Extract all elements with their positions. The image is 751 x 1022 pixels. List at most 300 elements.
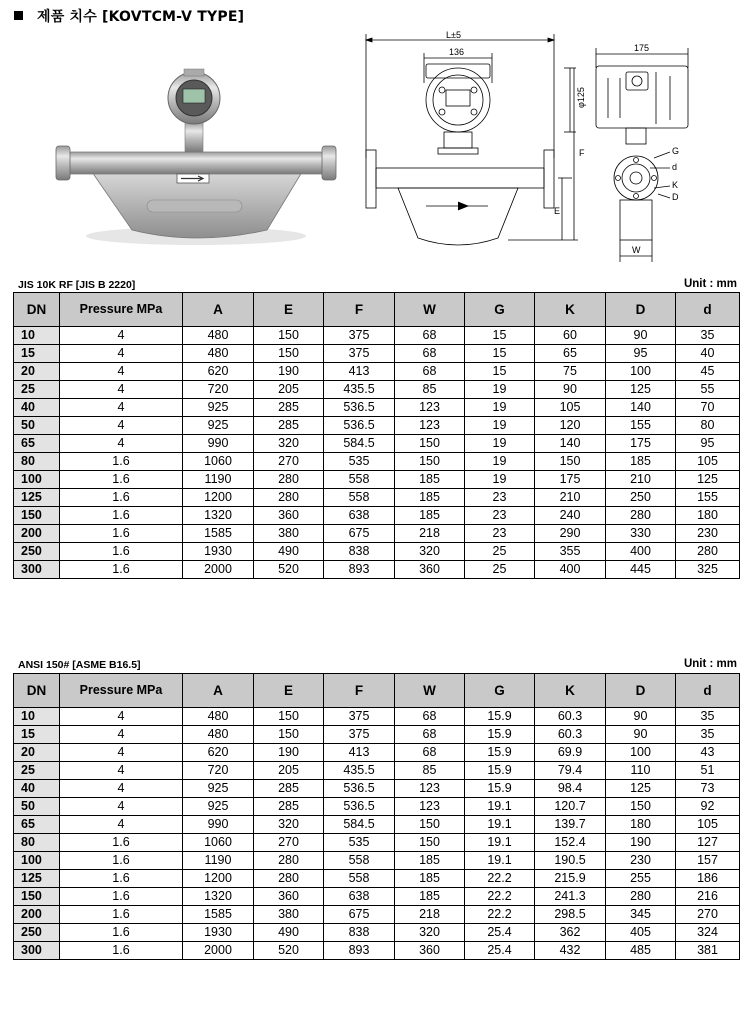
value-cell: 400	[535, 561, 606, 579]
value-cell: 536.5	[324, 399, 395, 417]
value-cell: 185	[395, 507, 465, 525]
col-header-w: W	[395, 293, 465, 327]
table-row	[14, 435, 740, 453]
ansi-table-body	[14, 708, 740, 960]
value-cell: 558	[324, 870, 395, 888]
value-cell: 123	[395, 399, 465, 417]
value-cell: 100	[606, 363, 676, 381]
value-cell: 535	[324, 453, 395, 471]
value-cell: 280	[606, 507, 676, 525]
dn-cell: 100	[14, 852, 60, 870]
value-cell: 480	[183, 345, 254, 363]
value-cell: 330	[606, 525, 676, 543]
dn-cell: 50	[14, 417, 60, 435]
table-row	[14, 489, 740, 507]
value-cell: 558	[324, 471, 395, 489]
value-cell: 43	[676, 744, 740, 762]
value-cell: 270	[254, 453, 324, 471]
table-header-row	[14, 293, 740, 327]
value-cell: 320	[254, 435, 324, 453]
value-cell: 4	[60, 726, 183, 744]
value-cell: 150	[254, 327, 324, 345]
table-row	[14, 942, 740, 960]
value-cell: 175	[535, 471, 606, 489]
table-row	[14, 888, 740, 906]
value-cell: 324	[676, 924, 740, 942]
value-cell: 68	[395, 708, 465, 726]
value-cell: 1.6	[60, 906, 183, 924]
value-cell: 180	[606, 816, 676, 834]
value-cell: 95	[606, 345, 676, 363]
value-cell: 1.6	[60, 453, 183, 471]
value-cell: 215.9	[535, 870, 606, 888]
jis-table-body	[14, 327, 740, 579]
col-header-w: W	[395, 674, 465, 708]
value-cell: 125	[606, 780, 676, 798]
table-row	[14, 924, 740, 942]
value-cell: 490	[254, 543, 324, 561]
value-cell: 123	[395, 417, 465, 435]
value-cell: 270	[254, 834, 324, 852]
value-cell: 100	[606, 744, 676, 762]
value-cell: 185	[606, 453, 676, 471]
dn-cell: 65	[14, 435, 60, 453]
col-header-f: F	[324, 674, 395, 708]
value-cell: 360	[254, 507, 324, 525]
value-cell: 15	[465, 345, 535, 363]
value-cell: 1.6	[60, 471, 183, 489]
dn-cell: 150	[14, 507, 60, 525]
page-title	[14, 6, 244, 26]
value-cell: 68	[395, 363, 465, 381]
value-cell: 584.5	[324, 435, 395, 453]
dn-cell: 20	[14, 744, 60, 762]
label-K: K	[672, 180, 679, 190]
value-cell: 65	[535, 345, 606, 363]
value-cell: 180	[676, 507, 740, 525]
label-W: W	[632, 245, 641, 255]
value-cell: 241.3	[535, 888, 606, 906]
dn-cell: 40	[14, 399, 60, 417]
value-cell: 45	[676, 363, 740, 381]
value-cell: 445	[606, 561, 676, 579]
value-cell: 1.6	[60, 525, 183, 543]
value-cell: 19	[465, 435, 535, 453]
value-cell: 186	[676, 870, 740, 888]
value-cell: 35	[676, 726, 740, 744]
table-row	[14, 816, 740, 834]
value-cell: 893	[324, 561, 395, 579]
value-cell: 110	[606, 762, 676, 780]
value-cell: 120	[535, 417, 606, 435]
value-cell: 413	[324, 363, 395, 381]
table-row	[14, 381, 740, 399]
dn-cell: 200	[14, 525, 60, 543]
value-cell: 139.7	[535, 816, 606, 834]
value-cell: 19	[465, 471, 535, 489]
value-cell: 230	[606, 852, 676, 870]
value-cell: 1930	[183, 543, 254, 561]
value-cell: 1.6	[60, 507, 183, 525]
table-row	[14, 906, 740, 924]
value-cell: 35	[676, 327, 740, 345]
value-cell: 925	[183, 798, 254, 816]
table-row	[14, 525, 740, 543]
value-cell: 345	[606, 906, 676, 924]
value-cell: 25.4	[465, 924, 535, 942]
value-cell: 68	[395, 327, 465, 345]
col-header-pressure: Pressure MPa	[60, 674, 183, 708]
table-row	[14, 345, 740, 363]
value-cell: 15.9	[465, 780, 535, 798]
value-cell: 15.9	[465, 762, 535, 780]
value-cell: 400	[606, 543, 676, 561]
value-cell: 105	[676, 816, 740, 834]
value-cell: 360	[395, 942, 465, 960]
value-cell: 1.6	[60, 852, 183, 870]
value-cell: 105	[535, 399, 606, 417]
value-cell: 123	[395, 780, 465, 798]
value-cell: 270	[676, 906, 740, 924]
value-cell: 4	[60, 762, 183, 780]
value-cell: 55	[676, 381, 740, 399]
value-cell: 190	[254, 744, 324, 762]
value-cell: 4	[60, 363, 183, 381]
table-row	[14, 744, 740, 762]
value-cell: 4	[60, 798, 183, 816]
jis-dimension-table	[13, 292, 740, 579]
value-cell: 155	[676, 489, 740, 507]
value-cell: 720	[183, 762, 254, 780]
table-row	[14, 834, 740, 852]
col-header-dn: DN	[14, 674, 60, 708]
value-cell: 98.4	[535, 780, 606, 798]
value-cell: 280	[606, 888, 676, 906]
value-cell: 23	[465, 489, 535, 507]
value-cell: 79.4	[535, 762, 606, 780]
value-cell: 185	[395, 471, 465, 489]
dn-cell: 15	[14, 345, 60, 363]
value-cell: 185	[395, 489, 465, 507]
value-cell: 150	[395, 816, 465, 834]
value-cell: 190	[606, 834, 676, 852]
value-cell: 1320	[183, 888, 254, 906]
value-cell: 90	[535, 381, 606, 399]
value-cell: 105	[676, 453, 740, 471]
label-phi125: φ125	[576, 87, 586, 108]
value-cell: 73	[676, 780, 740, 798]
value-cell: 4	[60, 708, 183, 726]
value-cell: 22.2	[465, 870, 535, 888]
value-cell: 838	[324, 924, 395, 942]
value-cell: 925	[183, 399, 254, 417]
value-cell: 150	[254, 345, 324, 363]
value-cell: 490	[254, 924, 324, 942]
value-cell: 381	[676, 942, 740, 960]
value-cell: 1930	[183, 924, 254, 942]
value-cell: 375	[324, 708, 395, 726]
table-row	[14, 762, 740, 780]
value-cell: 720	[183, 381, 254, 399]
value-cell: 584.5	[324, 816, 395, 834]
label-E: E	[554, 206, 561, 216]
table-row	[14, 852, 740, 870]
value-cell: 19	[465, 399, 535, 417]
value-cell: 90	[606, 327, 676, 345]
value-cell: 185	[395, 852, 465, 870]
value-cell: 620	[183, 363, 254, 381]
value-cell: 432	[535, 942, 606, 960]
value-cell: 175	[606, 435, 676, 453]
table-row	[14, 471, 740, 489]
table-row	[14, 870, 740, 888]
value-cell: 375	[324, 327, 395, 345]
value-cell: 123	[395, 798, 465, 816]
value-cell: 150	[535, 453, 606, 471]
value-cell: 558	[324, 852, 395, 870]
value-cell: 375	[324, 726, 395, 744]
value-cell: 15	[465, 363, 535, 381]
label-136: 136	[449, 47, 465, 57]
value-cell: 285	[254, 780, 324, 798]
table-row	[14, 327, 740, 345]
dn-cell: 80	[14, 453, 60, 471]
value-cell: 1.6	[60, 942, 183, 960]
value-cell: 4	[60, 816, 183, 834]
value-cell: 19	[465, 417, 535, 435]
value-cell: 140	[535, 435, 606, 453]
dn-cell: 125	[14, 870, 60, 888]
value-cell: 120.7	[535, 798, 606, 816]
value-cell: 68	[395, 744, 465, 762]
value-cell: 210	[606, 471, 676, 489]
dn-cell: 300	[14, 942, 60, 960]
dimension-drawing	[358, 28, 748, 268]
value-cell: 4	[60, 345, 183, 363]
value-cell: 19.1	[465, 852, 535, 870]
value-cell: 285	[254, 399, 324, 417]
value-cell: 4	[60, 744, 183, 762]
value-cell: 675	[324, 906, 395, 924]
value-cell: 435.5	[324, 762, 395, 780]
value-cell: 1.6	[60, 924, 183, 942]
table-row	[14, 363, 740, 381]
value-cell: 19.1	[465, 816, 535, 834]
value-cell: 320	[395, 543, 465, 561]
value-cell: 520	[254, 942, 324, 960]
value-cell: 60.3	[535, 708, 606, 726]
value-cell: 190	[254, 363, 324, 381]
value-cell: 22.2	[465, 888, 535, 906]
value-cell: 25.4	[465, 942, 535, 960]
value-cell: 125	[676, 471, 740, 489]
value-cell: 536.5	[324, 780, 395, 798]
col-header-a: A	[183, 674, 254, 708]
col-header-pressure: Pressure MPa	[60, 293, 183, 327]
value-cell: 92	[676, 798, 740, 816]
col-header-e: E	[254, 674, 324, 708]
value-cell: 1320	[183, 507, 254, 525]
value-cell: 140	[606, 399, 676, 417]
value-cell: 85	[395, 762, 465, 780]
table-row	[14, 726, 740, 744]
value-cell: 15	[465, 327, 535, 345]
dn-cell: 40	[14, 780, 60, 798]
value-cell: 1.6	[60, 561, 183, 579]
value-cell: 620	[183, 744, 254, 762]
dn-cell: 20	[14, 363, 60, 381]
value-cell: 15.9	[465, 708, 535, 726]
value-cell: 320	[395, 924, 465, 942]
value-cell: 1.6	[60, 489, 183, 507]
value-cell: 127	[676, 834, 740, 852]
value-cell: 23	[465, 507, 535, 525]
value-cell: 22.2	[465, 906, 535, 924]
value-cell: 320	[254, 816, 324, 834]
value-cell: 15.9	[465, 726, 535, 744]
square-bullet-icon	[14, 11, 23, 20]
value-cell: 290	[535, 525, 606, 543]
value-cell: 435.5	[324, 381, 395, 399]
dn-cell: 100	[14, 471, 60, 489]
table-row	[14, 507, 740, 525]
dn-cell: 250	[14, 924, 60, 942]
value-cell: 1.6	[60, 888, 183, 906]
dn-cell: 200	[14, 906, 60, 924]
value-cell: 280	[254, 870, 324, 888]
value-cell: 205	[254, 381, 324, 399]
value-cell: 125	[606, 381, 676, 399]
value-cell: 480	[183, 708, 254, 726]
table-row	[14, 708, 740, 726]
dn-cell: 15	[14, 726, 60, 744]
label-F: F	[579, 148, 585, 158]
value-cell: 1190	[183, 852, 254, 870]
value-cell: 1200	[183, 870, 254, 888]
value-cell: 558	[324, 489, 395, 507]
dn-cell: 10	[14, 708, 60, 726]
col-header-d-inner: d	[676, 293, 740, 327]
value-cell: 255	[606, 870, 676, 888]
value-cell: 405	[606, 924, 676, 942]
value-cell: 638	[324, 507, 395, 525]
value-cell: 536.5	[324, 417, 395, 435]
value-cell: 285	[254, 798, 324, 816]
value-cell: 90	[606, 726, 676, 744]
value-cell: 230	[676, 525, 740, 543]
value-cell: 1060	[183, 834, 254, 852]
table-row	[14, 798, 740, 816]
value-cell: 15.9	[465, 744, 535, 762]
value-cell: 19	[465, 381, 535, 399]
value-cell: 69.9	[535, 744, 606, 762]
value-cell: 1.6	[60, 543, 183, 561]
value-cell: 60	[535, 327, 606, 345]
value-cell: 1190	[183, 471, 254, 489]
value-cell: 2000	[183, 942, 254, 960]
value-cell: 40	[676, 345, 740, 363]
col-header-k: K	[535, 293, 606, 327]
table-header-row	[14, 674, 740, 708]
value-cell: 638	[324, 888, 395, 906]
value-cell: 4	[60, 327, 183, 345]
label-d: d	[672, 162, 678, 172]
value-cell: 360	[254, 888, 324, 906]
value-cell: 280	[676, 543, 740, 561]
value-cell: 990	[183, 816, 254, 834]
unit-label-jis: Unit : mm	[683, 278, 737, 290]
dn-cell: 50	[14, 798, 60, 816]
value-cell: 375	[324, 345, 395, 363]
col-header-dn: DN	[14, 293, 60, 327]
product-photo	[52, 60, 340, 250]
value-cell: 990	[183, 435, 254, 453]
value-cell: 480	[183, 327, 254, 345]
value-cell: 893	[324, 942, 395, 960]
table-row	[14, 780, 740, 798]
label-G: G	[672, 146, 680, 156]
col-header-k: K	[535, 674, 606, 708]
value-cell: 360	[395, 561, 465, 579]
value-cell: 4	[60, 435, 183, 453]
value-cell: 1585	[183, 525, 254, 543]
value-cell: 218	[395, 525, 465, 543]
value-cell: 150	[395, 435, 465, 453]
value-cell: 51	[676, 762, 740, 780]
page-title-text: 제품 치수 [KOVTCM-V TYPE]	[37, 9, 245, 25]
value-cell: 210	[535, 489, 606, 507]
value-cell: 2000	[183, 561, 254, 579]
table-caption-ansi: ANSI 150# [ASME B16.5]	[18, 659, 141, 671]
value-cell: 216	[676, 888, 740, 906]
unit-label-ansi: Unit : mm	[683, 658, 737, 670]
value-cell: 218	[395, 906, 465, 924]
value-cell: 535	[324, 834, 395, 852]
value-cell: 1200	[183, 489, 254, 507]
value-cell: 838	[324, 543, 395, 561]
value-cell: 1.6	[60, 834, 183, 852]
value-cell: 4	[60, 417, 183, 435]
value-cell: 380	[254, 525, 324, 543]
value-cell: 70	[676, 399, 740, 417]
value-cell: 85	[395, 381, 465, 399]
dn-cell: 25	[14, 762, 60, 780]
col-header-a: A	[183, 293, 254, 327]
value-cell: 95	[676, 435, 740, 453]
value-cell: 60.3	[535, 726, 606, 744]
value-cell: 75	[535, 363, 606, 381]
value-cell: 23	[465, 525, 535, 543]
value-cell: 240	[535, 507, 606, 525]
value-cell: 298.5	[535, 906, 606, 924]
value-cell: 80	[676, 417, 740, 435]
value-cell: 362	[535, 924, 606, 942]
dn-cell: 80	[14, 834, 60, 852]
value-cell: 285	[254, 417, 324, 435]
value-cell: 190.5	[535, 852, 606, 870]
value-cell: 280	[254, 489, 324, 507]
col-header-g: G	[465, 293, 535, 327]
table-row	[14, 417, 740, 435]
value-cell: 205	[254, 762, 324, 780]
value-cell: 68	[395, 726, 465, 744]
table-row	[14, 543, 740, 561]
dn-cell: 10	[14, 327, 60, 345]
dn-cell: 25	[14, 381, 60, 399]
value-cell: 25	[465, 561, 535, 579]
dn-cell: 250	[14, 543, 60, 561]
value-cell: 1.6	[60, 870, 183, 888]
